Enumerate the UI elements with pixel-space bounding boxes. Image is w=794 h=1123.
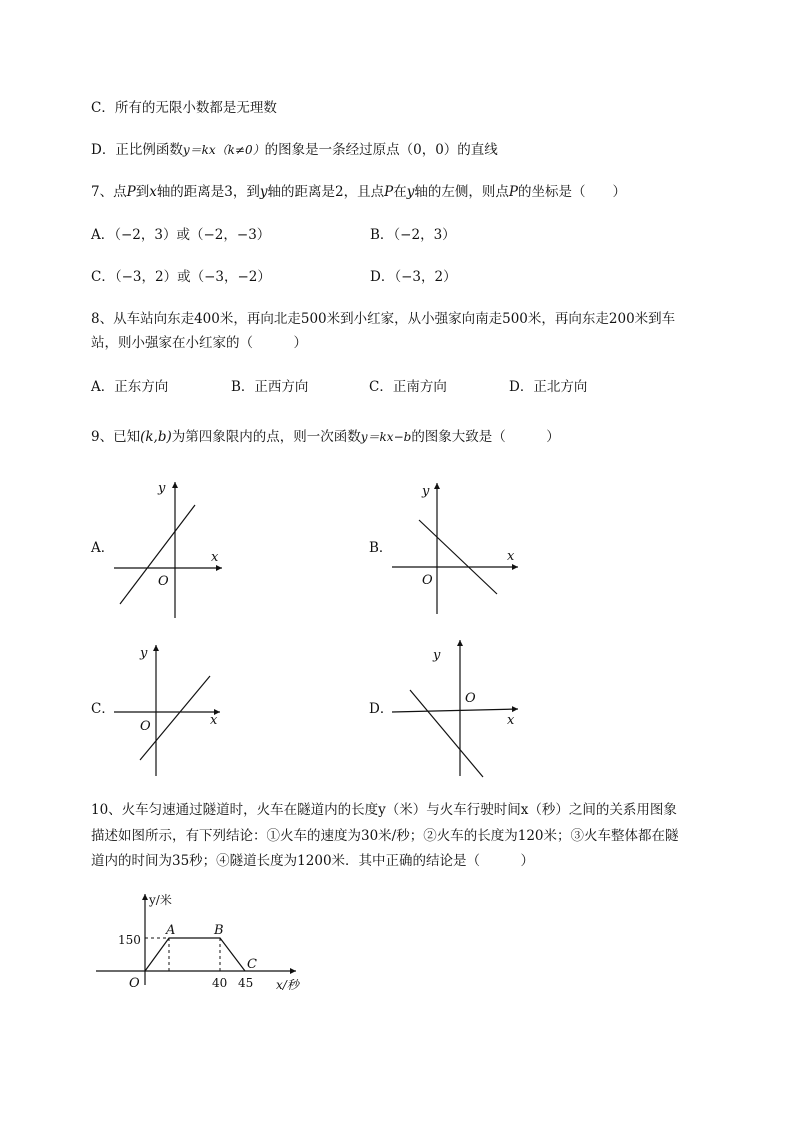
q7-stem-text: 轴的距离是2，且点 — [267, 184, 385, 200]
origin-label: O — [129, 976, 140, 991]
var-y: y — [259, 184, 268, 200]
q8-option-b: B．正西方向 — [231, 379, 309, 395]
x-axis-label: x — [507, 713, 515, 728]
q10-stem-line1: 10、火车匀速通过隧道时，火车在隧道内的长度y（米）与火车行驶时间x（秒）之间的关系用图象 — [91, 802, 677, 818]
q7-stem-text: 轴的左侧，则点 — [414, 184, 509, 200]
q7-stem-text: 在 — [393, 184, 407, 200]
q7-option-d: D．（−3，2） — [370, 269, 457, 285]
q9-graph-b — [392, 483, 518, 614]
graph-line — [140, 676, 210, 760]
x-axis-label: x — [210, 713, 218, 728]
q9-option-d-label: D． — [369, 701, 394, 717]
q10-graph — [96, 892, 301, 992]
q9-option-b-label: B． — [369, 540, 393, 556]
q9-stem-text: 9、已知 — [91, 429, 141, 445]
var-y: y — [406, 184, 415, 200]
q7-option-b: B．（−2，3） — [370, 227, 456, 243]
y-axis-label: y — [433, 648, 441, 663]
q7-stem-text: 轴的距离是3，到 — [156, 184, 260, 200]
x-axis-label: x — [211, 550, 219, 565]
q9-stem-text: 的图象大致是（ ） — [411, 429, 560, 445]
q10-stem-line3: 道内的时间为35秒；④隧道长度为1200米．其中正确的结论是（ ） — [91, 853, 535, 869]
q9-option-a-label: A． — [91, 540, 115, 556]
q6-option-d-suffix: 的图象是一条经过原点（0，0）的直线 — [264, 142, 498, 158]
var-p: P — [384, 184, 394, 200]
q9-stem-text: 为第四象限内的点，则一次函数 — [171, 429, 361, 445]
y-axis-label: y — [158, 481, 166, 496]
var-p: P — [126, 184, 136, 200]
var-p: P — [508, 184, 518, 200]
graph-line — [120, 505, 195, 604]
q9-point: (k,b) — [140, 429, 172, 445]
q8-option-a: A．正东方向 — [91, 379, 169, 395]
y-axis-label: y — [422, 484, 430, 499]
q8-option-d: D．正北方向 — [509, 379, 588, 395]
point-label: A — [166, 923, 176, 938]
origin-label: O — [422, 573, 433, 588]
x-axis-label: x — [507, 549, 515, 564]
q7-stem-text: 到 — [135, 184, 150, 200]
q10-stem-line2: 描述如图所示，有下列结论：①火车的速度为30米/秒；②火车的长度为120米；③火车整体都在隧 — [91, 828, 679, 844]
q9-graph-c — [114, 645, 220, 776]
q7-stem-text: 的坐标是（ ） — [517, 184, 626, 200]
q8-stem-line2: 站，则小强家在小红家的（ ） — [91, 335, 307, 351]
q7-option-c: C．（−3，2）或（−3，−2） — [91, 269, 271, 285]
origin-label: O — [465, 691, 476, 706]
q8-option-c: C．正南方向 — [369, 379, 447, 395]
graph-line — [145, 938, 245, 971]
q7-option-a: A．（−2，3）或（−2，−3） — [91, 227, 271, 243]
q9-graph-d — [392, 640, 518, 777]
q9-formula: y＝kx−b — [360, 430, 412, 444]
x-tick-label: 45 — [238, 976, 254, 990]
y-tick-label: 150 — [118, 933, 141, 947]
q6-option-d-formula: y＝kx（k≠0） — [182, 143, 265, 157]
point-label: B — [214, 923, 224, 938]
y-axis-label: y — [140, 646, 148, 661]
q8-stem-line1: 8、从车站向东走400米，再向北走500米到小红家，从小强家向南走500米，再向东走200米到车 — [91, 311, 676, 327]
origin-label: O — [140, 719, 151, 734]
x-tick-label: 40 — [212, 976, 228, 990]
x-axis-label: x/秒 — [276, 978, 299, 992]
q6-option-c: C．所有的无限小数都是无理数 — [91, 100, 277, 116]
x-axis — [392, 709, 518, 712]
q9-option-c-label: C． — [91, 701, 115, 717]
q9-graph-a — [114, 481, 222, 618]
origin-label: O — [158, 574, 169, 589]
point-label: C — [247, 957, 257, 972]
y-axis-label: y/米 — [149, 893, 172, 907]
q7-stem-text: 7、点 — [91, 184, 127, 200]
var-x: x — [149, 184, 157, 200]
q6-option-d-prefix: D．正比例函数 — [91, 142, 183, 158]
